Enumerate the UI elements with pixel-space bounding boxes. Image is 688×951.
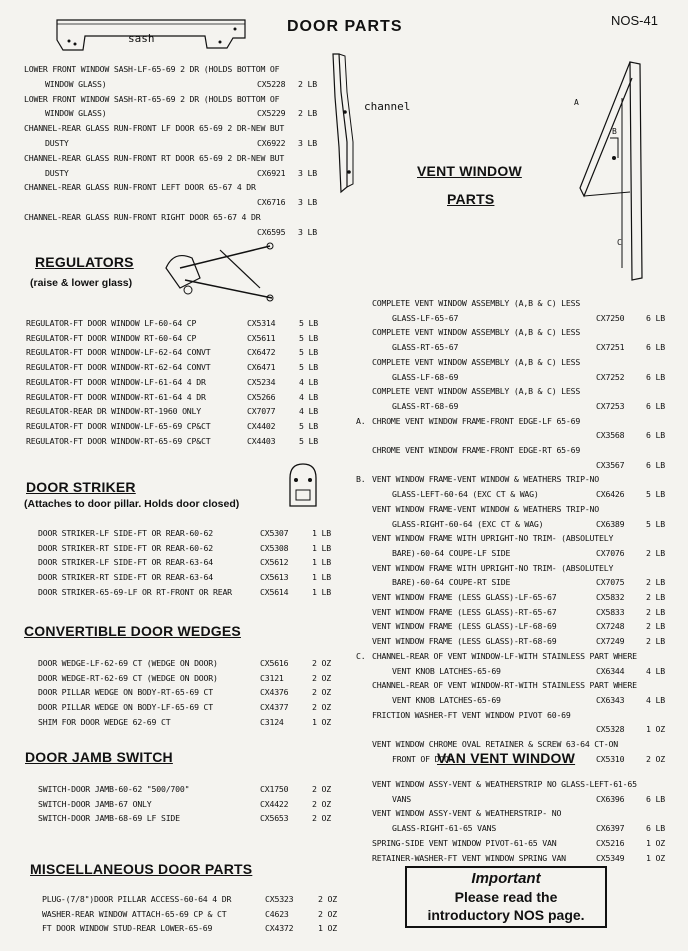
part-number: CX7250 (596, 312, 625, 323)
part-description: FT DOOR WINDOW STUD-REAR LOWER-65-69 (42, 923, 213, 934)
part-description: VENT WINDOW FRAME WITH UPRIGHT-NO TRIM- (ABSOLUTELY (372, 562, 614, 573)
part-number: CX5328 (596, 724, 625, 735)
part-weight: 1 OZ (646, 837, 665, 848)
parts-row (0, 590, 688, 605)
part-description: COMPLETE VENT WINDOW ASSEMBLY (A,B & C) LESS (372, 298, 581, 308)
part-number: CX7249 (596, 636, 625, 647)
striker-subheading: (Attaches to door pillar. Holds door closed) (24, 498, 240, 510)
part-number: CX5229 (257, 108, 286, 119)
part-weight: 1 LB (312, 586, 331, 597)
regulators-subheading: (raise & lower glass) (30, 277, 133, 289)
wedges-heading: CONVERTIBLE DOOR WEDGES (24, 623, 241, 639)
part-description: CHANNEL-REAR GLASS RUN-FRONT RIGHT DOOR 65-67 4 DR (24, 212, 261, 222)
part-number: CX7252 (596, 371, 625, 382)
part-description-cont: DUSTY (45, 167, 69, 178)
part-number: CX3568 (596, 430, 625, 441)
part-weight: 6 LB (646, 312, 665, 323)
part-number: CX7075 (596, 577, 625, 588)
part-description: REGULATOR-FT DOOR WINDOW-RT-65-69 CP&CT (26, 435, 211, 446)
part-weight: 2 LB (646, 592, 665, 602)
part-description: VENT WINDOW ASSY-VENT & WEATHERSTRIP- NO (372, 808, 562, 819)
page-title: DOOR PARTS (287, 18, 403, 35)
part-description: DOOR WEDGE-RT-62-69 CT (WEDGE ON DOOR) (38, 672, 218, 683)
parts-row (0, 472, 688, 487)
part-weight: 6 LB (646, 400, 665, 411)
regulator-illustration (160, 238, 300, 303)
part-number: CX4403 (247, 435, 276, 446)
part-number: CX4376 (260, 687, 289, 698)
parts-row (0, 777, 688, 792)
part-description: SWITCH-DOOR JAMB-68-69 LF SIDE (38, 813, 180, 824)
part-description: CHANNEL-REAR GLASS RUN-FRONT RT DOOR 65-69 2 DR-NEW BUT (24, 152, 285, 163)
part-weight: 2 OZ (312, 672, 331, 683)
part-weight: 4 LB (646, 694, 665, 705)
part-number: CX6397 (596, 823, 625, 834)
part-weight: 1 OZ (646, 724, 665, 735)
part-weight: 5 LB (299, 435, 318, 446)
part-number: CX5310 (596, 753, 625, 764)
row-marker: C. (356, 650, 366, 661)
sash-illustration (55, 14, 255, 54)
part-description: SHIM FOR DOOR WEDGE 62-69 CT (38, 716, 171, 727)
part-weight: 5 LB (299, 332, 318, 343)
part-number: CX4422 (260, 798, 289, 809)
part-description: COMPLETE VENT WINDOW ASSEMBLY (A,B & C) LESS (372, 327, 581, 338)
part-number: CX7253 (596, 400, 625, 411)
row-marker: B. (356, 474, 366, 485)
vent-heading-parts: PARTS (447, 191, 495, 207)
important-line1: Please read the (454, 889, 558, 905)
part-description: REGULATOR-FT DOOR WINDOW-LF-65-69 CP&CT (26, 420, 211, 431)
part-weight: 2 OZ (646, 753, 665, 764)
parts-row (0, 836, 688, 851)
vent-label-a: A (574, 98, 579, 107)
part-number: CX4372 (265, 923, 294, 934)
parts-row (0, 649, 688, 664)
parts-row (0, 737, 688, 752)
part-description: CHANNEL-REAR GLASS RUN-FRONT LF DOOR 65-69 2 DR-NEW BUT (24, 123, 285, 134)
part-weight: 5 LB (299, 362, 318, 373)
parts-row (0, 384, 688, 399)
misc-heading: MISCELLANEOUS DOOR PARTS (30, 861, 253, 877)
part-description-cont: BARE)-60-64 COUPE-RT SIDE (392, 577, 511, 588)
part-weight: 5 LB (299, 347, 318, 358)
part-description: RETAINER-WASHER-FT VENT WINDOW SPRING VAN (372, 852, 566, 863)
part-number: CX5228 (257, 78, 286, 89)
part-number: CX5349 (596, 852, 625, 863)
part-number: CX5616 (260, 658, 289, 668)
part-number: C3121 (260, 672, 284, 683)
part-weight: 2 OZ (318, 908, 337, 919)
parts-row (0, 708, 688, 723)
part-description: SWITCH-DOOR JAMB-60-62 "500/700" (38, 784, 190, 794)
part-description: DOOR STRIKER-65-69-LF OR RT-FRONT OR REAR (38, 586, 232, 597)
part-description: DOOR PILLAR WEDGE ON BODY-LF-65-69 CT (38, 702, 213, 713)
parts-row (0, 821, 688, 836)
part-description: CHROME VENT WINDOW FRAME-FRONT EDGE-RT 65-69 (372, 445, 581, 455)
part-description: WASHER-REAR WINDOW ATTACH-65-69 CP & CT (42, 908, 227, 919)
part-description-cont: GLASS-RIGHT-60-64 (EXC CT & WAG) (392, 518, 544, 529)
part-weight: 3 LB (298, 226, 317, 237)
part-weight: 2 LB (298, 108, 317, 119)
parts-row (0, 531, 688, 546)
parts-row (0, 414, 688, 429)
part-description: REGULATOR-FT DOOR WINDOW-RT-61-64 4 DR (26, 391, 206, 402)
part-number: CX5833 (596, 606, 625, 617)
important-notice (405, 866, 607, 928)
parts-row (0, 517, 688, 532)
part-weight: 3 LB (298, 138, 317, 148)
part-description-cont: WINDOW GLASS) (45, 78, 107, 89)
jamb-heading: DOOR JAMB SWITCH (25, 749, 173, 765)
part-number: CX6472 (247, 347, 276, 358)
parts-row (0, 487, 688, 502)
parts-row (0, 752, 688, 767)
part-weight: 1 OZ (318, 923, 337, 934)
part-weight: 6 LB (646, 371, 665, 382)
part-number: CX5314 (247, 318, 276, 328)
part-description: REGULATOR-FT DOOR WINDOW-RT-62-64 CONVT (26, 362, 211, 373)
part-weight: 1 LB (312, 572, 331, 583)
part-description: VENT WINDOW FRAME-VENT WINDOW & WEATHERS TRIP-NO (372, 503, 600, 514)
part-description: DOOR WEDGE-LF-62-69 CT (WEDGE ON DOOR) (38, 658, 218, 668)
part-description-cont: GLASS-RT-65-67 (392, 342, 459, 353)
part-description-cont: GLASS-LEFT-60-64 (EXC CT & WAG) (392, 489, 539, 500)
part-description-cont: WINDOW GLASS) (45, 108, 107, 119)
part-number: CX5266 (247, 391, 276, 402)
part-number: CX5832 (596, 592, 625, 602)
parts-row (0, 502, 688, 517)
part-description: SPRING-SIDE VENT WINDOW PIVOT-61-65 VAN (372, 837, 557, 848)
parts-row (0, 678, 688, 693)
part-weight: 5 LB (646, 518, 665, 529)
parts-row (0, 399, 688, 414)
part-number: CX6716 (257, 197, 286, 208)
part-description: CHANNEL-REAR OF VENT WINDOW-RT-WITH STAINLESS PART WHERE (372, 680, 637, 691)
part-description: SWITCH-DOOR JAMB-67 ONLY (38, 798, 152, 809)
part-description-cont: GLASS-RIGHT-61-65 VANS (392, 823, 497, 834)
vent-window-illustration (570, 58, 650, 288)
part-description: CHANNEL-REAR OF VENT WINDOW-LF-WITH STAINLESS PART WHERE (372, 650, 637, 661)
part-description: DOOR STRIKER-RT SIDE-FT OR REAR-63-64 (38, 572, 213, 583)
part-weight: 6 LB (646, 430, 665, 441)
part-number: CX7076 (596, 547, 625, 558)
part-number: CX4377 (260, 702, 289, 713)
parts-row (0, 428, 688, 443)
parts-row (0, 546, 688, 561)
regulators-heading: REGULATORS (35, 254, 134, 270)
part-number: CX6426 (596, 489, 625, 500)
part-number: CX7077 (247, 406, 276, 417)
part-description: REGULATOR-FT DOOR WINDOW-LF-61-64 4 DR (26, 376, 206, 387)
parts-row (0, 619, 688, 634)
part-weight: 1 OZ (646, 852, 665, 863)
parts-row (0, 561, 688, 576)
part-weight: 4 LB (646, 665, 665, 676)
part-description: VENT WINDOW FRAME (LESS GLASS)-RT-65-67 (372, 606, 557, 617)
parts-row (0, 693, 688, 708)
part-description: DOOR PILLAR WEDGE ON BODY-RT-65-69 CT (38, 687, 213, 698)
part-weight: 4 LB (299, 391, 318, 402)
part-weight: 2 OZ (312, 813, 331, 824)
parts-row (0, 851, 688, 866)
part-description-cont: FRONT OF DOOR (392, 753, 454, 764)
parts-row (0, 355, 688, 370)
channel-label: channel (364, 100, 411, 113)
part-number: CX5653 (260, 813, 289, 824)
part-weight: 2 LB (646, 547, 665, 558)
part-number: CX5614 (260, 586, 289, 597)
van-heading: VAN VENT WINDOW (437, 750, 576, 766)
part-weight: 6 LB (646, 793, 665, 804)
part-weight: 2 OZ (312, 702, 331, 713)
sash-label: sash (128, 32, 155, 45)
part-weight: 2 LB (646, 606, 665, 617)
part-number: CX4402 (247, 420, 276, 431)
striker-heading: DOOR STRIKER (26, 479, 136, 495)
vent-label-c: C (617, 238, 622, 247)
part-description: VENT WINDOW CHROME OVAL RETAINER & SCREW 63-64 CT-ON (372, 739, 618, 749)
part-description: CHROME VENT WINDOW FRAME-FRONT EDGE-LF 65-69 (372, 415, 581, 426)
part-description: REGULATOR-FT DOOR WINDOW-LF-62-64 CONVT (26, 347, 211, 358)
parts-row (0, 296, 688, 311)
part-weight: 1 LB (312, 528, 331, 538)
part-number: CX7251 (596, 342, 625, 353)
part-description-cont: GLASS-RT-68-69 (392, 400, 459, 411)
part-number: CX6595 (257, 226, 286, 237)
part-description-cont: GLASS-LF-68-69 (392, 371, 459, 382)
parts-row (0, 370, 688, 385)
parts-row (0, 575, 688, 590)
part-weight: 4 LB (299, 376, 318, 387)
part-description: REGULATOR-FT DOOR WINDOW RT-60-64 CP (26, 332, 197, 343)
part-description: LOWER FRONT WINDOW SASH-RT-65-69 2 DR (HOLDS BOTTOM OF (24, 93, 280, 104)
part-weight: 2 OZ (312, 658, 331, 668)
vent-label-b: B (612, 127, 617, 136)
part-weight: 2 LB (298, 78, 317, 89)
part-description: LOWER FRONT WINDOW SASH-LF-65-69 2 DR (HOLDS BOTTOM OF (24, 64, 280, 74)
part-weight: 1 LB (312, 557, 331, 568)
part-number: CX5323 (265, 894, 294, 904)
part-number: CX5308 (260, 542, 289, 553)
part-description: REGULATOR-REAR DR WINDOW-RT-1960 ONLY (26, 406, 201, 417)
part-weight: 2 LB (646, 621, 665, 632)
part-number: CX5613 (260, 572, 289, 583)
part-number: CX6396 (596, 793, 625, 804)
part-weight: 5 LB (299, 420, 318, 431)
part-number: C4623 (265, 908, 289, 919)
part-description: DOOR STRIKER-RT SIDE-FT OR REAR-60-62 (38, 542, 213, 553)
page-number: NOS-41 (611, 13, 658, 28)
part-weight: 2 OZ (312, 798, 331, 809)
part-weight: 2 LB (646, 577, 665, 588)
part-number: CX6389 (596, 518, 625, 529)
part-weight: 2 OZ (312, 687, 331, 698)
part-weight: 6 LB (646, 459, 665, 470)
part-number: CX6471 (247, 362, 276, 373)
part-description: VENT WINDOW FRAME (LESS GLASS)-LF-65-67 (372, 592, 557, 602)
part-weight: 6 LB (646, 342, 665, 353)
part-weight: 2 OZ (312, 784, 331, 794)
part-weight: 6 LB (646, 823, 665, 834)
part-number: CX6922 (257, 138, 286, 148)
part-description: REGULATOR-FT DOOR WINDOW LF-60-64 CP (26, 318, 197, 328)
part-description: COMPLETE VENT WINDOW ASSEMBLY (A,B & C) LESS (372, 386, 581, 397)
row-marker: A. (356, 415, 366, 426)
part-weight: 1 OZ (312, 716, 331, 727)
part-weight: 5 LB (299, 318, 318, 328)
part-number: CX1750 (260, 784, 289, 794)
part-weight: 3 LB (298, 197, 317, 208)
part-description-cont: BARE)-60-64 COUPE-LF SIDE (392, 547, 511, 558)
part-description: COMPLETE VENT WINDOW ASSEMBLY (A,B & C) LESS (372, 356, 581, 367)
parts-row (0, 340, 688, 355)
important-line2: introductory NOS page. (427, 907, 585, 923)
part-description: VENT WINDOW ASSY-VENT & WEATHERSTRIP NO GLASS-LEFT-61-65 (372, 779, 637, 789)
part-description: VENT WINDOW FRAME WITH UPRIGHT-NO TRIM- (ABSOLUTELY (372, 533, 614, 544)
part-weight: 4 LB (299, 406, 318, 417)
parts-row (0, 806, 688, 821)
part-number: CX5611 (247, 332, 276, 343)
part-description: VENT WINDOW FRAME-VENT WINDOW & WEATHERS TRIP-NO (372, 474, 600, 485)
part-description: CHANNEL-REAR GLASS RUN-FRONT LEFT DOOR 65-67 4 DR (24, 182, 256, 193)
part-number: CX5307 (260, 528, 289, 538)
part-description: DOOR STRIKER-LF SIDE-FT OR REAR-60-62 (38, 528, 213, 538)
part-description-cont: GLASS-LF-65-67 (392, 312, 459, 323)
part-number: CX6344 (596, 665, 625, 676)
vent-heading: VENT WINDOW (417, 163, 522, 179)
part-weight: 1 LB (312, 542, 331, 553)
part-description-cont: DUSTY (45, 138, 69, 148)
part-description: VENT WINDOW FRAME (LESS GLASS)-LF-68-69 (372, 621, 557, 632)
part-number: CX6343 (596, 694, 625, 705)
parts-row (0, 792, 688, 807)
parts-row (0, 325, 688, 340)
parts-row (0, 605, 688, 620)
part-description: FRICTION WASHER-FT VENT WINDOW PIVOT 60-69 (372, 709, 571, 720)
part-weight: 3 LB (298, 167, 317, 178)
part-description: PLUG-(7/8")DOOR PILLAR ACCESS-60-64 4 DR (42, 894, 232, 904)
parts-row (0, 311, 688, 326)
important-title: Important (471, 870, 541, 887)
part-number: CX6921 (257, 167, 286, 178)
parts-row (0, 722, 688, 737)
part-description-cont: VANS (392, 793, 411, 804)
part-number: CX5216 (596, 837, 625, 848)
parts-row (0, 443, 688, 458)
part-weight: 2 LB (646, 636, 665, 647)
part-description: VENT WINDOW FRAME (LESS GLASS)-RT-68-69 (372, 636, 557, 647)
part-number: CX5612 (260, 557, 289, 568)
part-weight: 2 OZ (318, 894, 337, 904)
part-number: CX7248 (596, 621, 625, 632)
part-number: CX5234 (247, 376, 276, 387)
parts-row (0, 634, 688, 649)
part-description: DOOR STRIKER-LF SIDE-FT OR REAR-63-64 (38, 557, 213, 568)
part-number: C3124 (260, 716, 284, 727)
part-description-cont: VENT KNOB LATCHES-65-69 (392, 665, 501, 676)
parts-row (0, 664, 688, 679)
parts-row (0, 458, 688, 473)
part-description-cont: VENT KNOB LATCHES-65-69 (392, 694, 501, 705)
part-weight: 5 LB (646, 489, 665, 500)
part-number: CX3567 (596, 459, 625, 470)
